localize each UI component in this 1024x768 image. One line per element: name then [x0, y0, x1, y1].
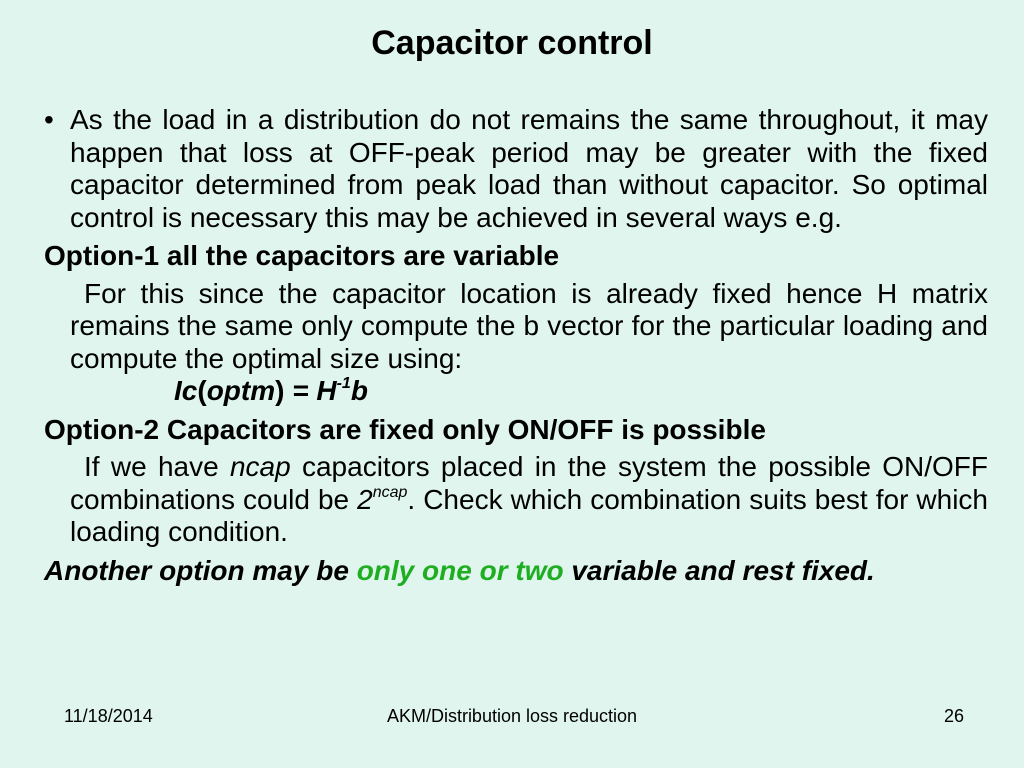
- option1-text: For this since the capacitor location is already fixed hence H matrix remains the same only compute the b vector for the particular loading and compute the optimal size using:: [70, 277, 988, 374]
- option2-text-a: If we have: [84, 451, 230, 482]
- option2-exponent: ncap: [372, 483, 408, 501]
- formula-optm: optm: [206, 375, 276, 406]
- option2-heading: Option-2 Capacitors are fixed only ON/OFF is possible: [44, 413, 766, 445]
- bullet-text: As the load in a distribution do not remains the same throughout, it may happen that loss at OFF-peak period may be greater with the fixed capacitor determined from peak load than without capacitor. So optimal control is necessary this may be achieved in several ways e.g.: [70, 104, 988, 233]
- option2-text-b: capacitors placed in the system the possible ON/OFF combinations could be: [70, 451, 989, 515]
- formula-b: b: [350, 375, 368, 406]
- formula-close-paren: ): [275, 375, 285, 406]
- formula: [70, 375, 988, 408]
- final-statement: [44, 555, 988, 588]
- footer-center: AKM/Distribution loss reduction: [386, 706, 638, 726]
- final-highlight: only one or two: [356, 554, 564, 586]
- option2-paragraph: [44, 451, 988, 549]
- option1-paragraph: [44, 278, 988, 408]
- bullet-dot-icon: •: [44, 104, 54, 135]
- final-part2: variable and rest fixed.: [563, 554, 875, 586]
- footer-page-number: 26: [944, 706, 965, 726]
- footer-date: 11/18/2014: [64, 706, 153, 726]
- slide-body: [44, 104, 988, 587]
- bullet-paragraph: [44, 104, 988, 234]
- slide-title: Capacitor control: [371, 24, 653, 62]
- formula-exponent: -1: [336, 375, 351, 392]
- formula-eq: = H: [284, 375, 337, 406]
- option2-ncap: ncap: [229, 451, 291, 482]
- option1-heading: Option-1 all the capacitors are variable: [44, 240, 560, 271]
- formula-ic: Ic: [174, 375, 198, 406]
- option2-text-c: . Check which combination suits best for which loading condition.: [70, 483, 989, 547]
- final-part1: Another option may be: [44, 554, 357, 586]
- option2-base: 2: [357, 483, 373, 515]
- formula-open-paren: (: [197, 375, 207, 406]
